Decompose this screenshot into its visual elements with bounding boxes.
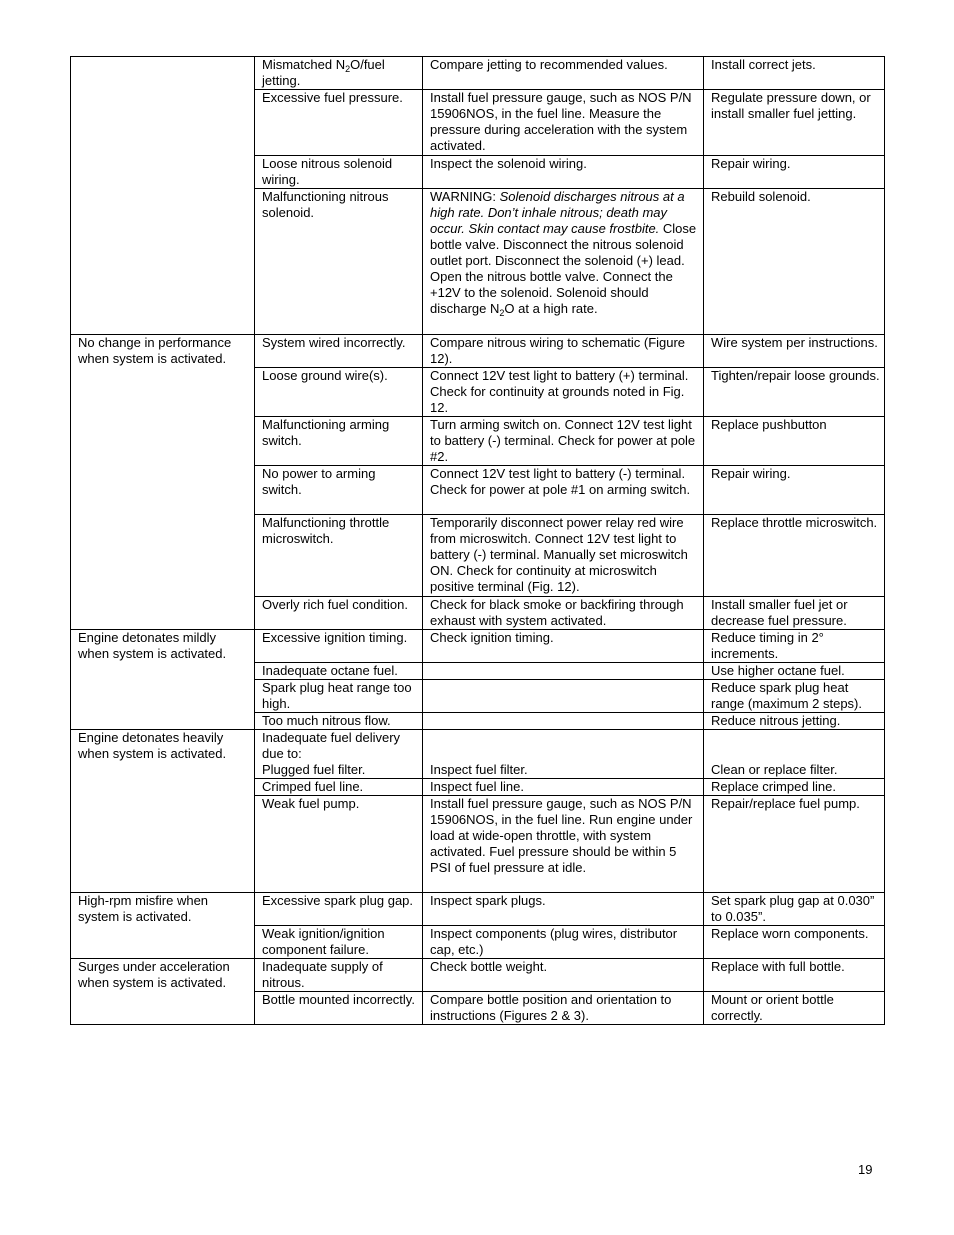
fix-cell: Tighten/repair loose grounds. <box>704 368 885 417</box>
check-cell: Connect 12V test light to battery (-) terminal. Check for power at pole #1 on arming switch. <box>423 466 704 515</box>
cause-cell: Inadequate supply of nitrous. <box>255 959 423 992</box>
check-cell: Inspect components (plug wires, distributor cap, etc.) <box>423 926 704 959</box>
table-row <box>71 730 885 779</box>
check-cell <box>423 680 704 713</box>
check-cell: Check ignition timing. <box>423 630 704 663</box>
troubleshooting-table <box>70 56 885 1025</box>
check-cell: Compare nitrous wiring to schematic (Figure 12). <box>423 335 704 368</box>
fix-cell: Mount or orient bottle correctly. <box>704 992 885 1025</box>
check-cell <box>423 663 704 680</box>
fix-cell: Replace with full bottle. <box>704 959 885 992</box>
fix-cell: Set spark plug gap at 0.030” to 0.035”. <box>704 893 885 926</box>
check-cell: Compare jetting to recommended values. <box>423 57 704 90</box>
cause-cell: Excessive fuel pressure. <box>255 90 423 156</box>
check-cell: Inspect spark plugs. <box>423 893 704 926</box>
fix-cell: Repair wiring. <box>704 466 885 515</box>
cause-cell: Too much nitrous flow. <box>255 713 423 730</box>
check-cell: Connect 12V test light to battery (+) terminal. Check for continuity at grounds noted in Fig. 12. <box>423 368 704 417</box>
fix-cell: Reduce nitrous jetting. <box>704 713 885 730</box>
fix-cell: Replace pushbutton <box>704 417 885 466</box>
check-cell <box>423 713 704 730</box>
problem-cell: Engine detonates mildly when system is activated. <box>71 630 255 730</box>
check-cell: Check bottle weight. <box>423 959 704 992</box>
fix-cell: Replace throttle microswitch. <box>704 515 885 597</box>
problem-cell: No change in performance when system is activated. <box>71 335 255 630</box>
fix-cell: Install correct jets. <box>704 57 885 90</box>
fix-cell: Repair/replace fuel pump. <box>704 796 885 893</box>
cause-cell: Mismatched $N_2O$/fuel jetting. <box>255 57 423 90</box>
cause-cell: Inadequate octane fuel. <box>255 663 423 680</box>
check-cell: Inspect fuel filter. <box>423 730 704 779</box>
check-cell: WARNING: Solenoid discharges nitrous at a high rate. Don’t inhale nitrous; death may occur. Skin contact may cause frostbite. Close bottle valve. Disconnect the nitrous solenoid outlet port. Disconnect the solenoid (+) lead. Open the nitrous bottle valve. Connect the +12V to the solenoid. Solenoid should discharge $N_2O$ at a high rate. <box>423 189 704 335</box>
cause-cell: No power to arming switch. <box>255 466 423 515</box>
problem-cell: High-rpm misfire when system is activated. <box>71 893 255 959</box>
table-row <box>71 57 885 90</box>
troubleshooting-table-container <box>70 56 884 1025</box>
warning-label: WARNING: <box>430 189 500 204</box>
cause-cell: Malfunctioning nitrous solenoid. <box>255 189 423 335</box>
check-cell: Install fuel pressure gauge, such as NOS P/N 15906NOS, in the fuel line. Measure the pressure during acceleration with the system activated. <box>423 90 704 156</box>
table-row <box>71 959 885 992</box>
cause-cell: Loose nitrous solenoid wiring. <box>255 156 423 189</box>
cause-cell: Malfunctioning arming switch. <box>255 417 423 466</box>
cause-cell: Overly rich fuel condition. <box>255 597 423 630</box>
check-cell: Inspect fuel line. <box>423 779 704 796</box>
fix-cell: Replace crimped line. <box>704 779 885 796</box>
fix-cell: Repair wiring. <box>704 156 885 189</box>
check-cell: Temporarily disconnect power relay red wire from microswitch. Connect 12V test light to battery (-) terminal. Manually set microswitch ON. Check for continuity at microswitch positive terminal (Fig. 12). <box>423 515 704 597</box>
cause-cell: Loose ground wire(s). <box>255 368 423 417</box>
cause-cell: Excessive ignition timing. <box>255 630 423 663</box>
check-cell: Check for black smoke or backfiring through exhaust with system activated. <box>423 597 704 630</box>
fix-cell: Reduce timing in 2° increments. <box>704 630 885 663</box>
cause-cell: Malfunctioning throttle microswitch. <box>255 515 423 597</box>
cause-cell: Bottle mounted incorrectly. <box>255 992 423 1025</box>
fix-cell: Replace worn components. <box>704 926 885 959</box>
cause-cell: Weak ignition/ignition component failure. <box>255 926 423 959</box>
cause-cell: System wired incorrectly. <box>255 335 423 368</box>
problem-cell: Surges under acceleration when system is activated. <box>71 959 255 1025</box>
table-row <box>71 335 885 368</box>
page-number: 19 <box>858 1162 873 1177</box>
check-cell: Inspect the solenoid wiring. <box>423 156 704 189</box>
check-cell: Compare bottle position and orientation to instructions (Figures 2 & 3). <box>423 992 704 1025</box>
fix-cell: Clean or replace filter. <box>704 730 885 779</box>
fix-cell: Rebuild solenoid. <box>704 189 885 335</box>
check-cell: Install fuel pressure gauge, such as NOS P/N 15906NOS, in the fuel line. Run engine under load at wide-open throttle, with system activated. Fuel pressure should be within 5 PSI of fuel pressure at idle. <box>423 796 704 893</box>
table-row <box>71 893 885 926</box>
cause-cell: Crimped fuel line. <box>255 779 423 796</box>
cause-cell: Weak fuel pump. <box>255 796 423 893</box>
fix-cell: Wire system per instructions. <box>704 335 885 368</box>
fix-cell: Regulate pressure down, or install smaller fuel jetting. <box>704 90 885 156</box>
fix-cell: Install smaller fuel jet or decrease fuel pressure. <box>704 597 885 630</box>
cause-cell: Inadequate fuel delivery due to: Plugged fuel filter. <box>255 730 423 779</box>
fix-cell: Reduce spark plug heat range (maximum 2 steps). <box>704 680 885 713</box>
problem-cell: Engine detonates heavily when system is activated. <box>71 730 255 893</box>
cause-cell: Spark plug heat range too high. <box>255 680 423 713</box>
cause-cell: Excessive spark plug gap. <box>255 893 423 926</box>
warning-text: Solenoid discharges nitrous at a high rate. Don’t inhale nitrous; death may occur. Skin contact may cause frostbite. <box>430 189 685 236</box>
fix-cell: Use higher octane fuel. <box>704 663 885 680</box>
table-row <box>71 630 885 663</box>
check-cell: Turn arming switch on. Connect 12V test light to battery (-) terminal. Check for power at pole #2. <box>423 417 704 466</box>
problem-cell-empty <box>71 57 255 335</box>
